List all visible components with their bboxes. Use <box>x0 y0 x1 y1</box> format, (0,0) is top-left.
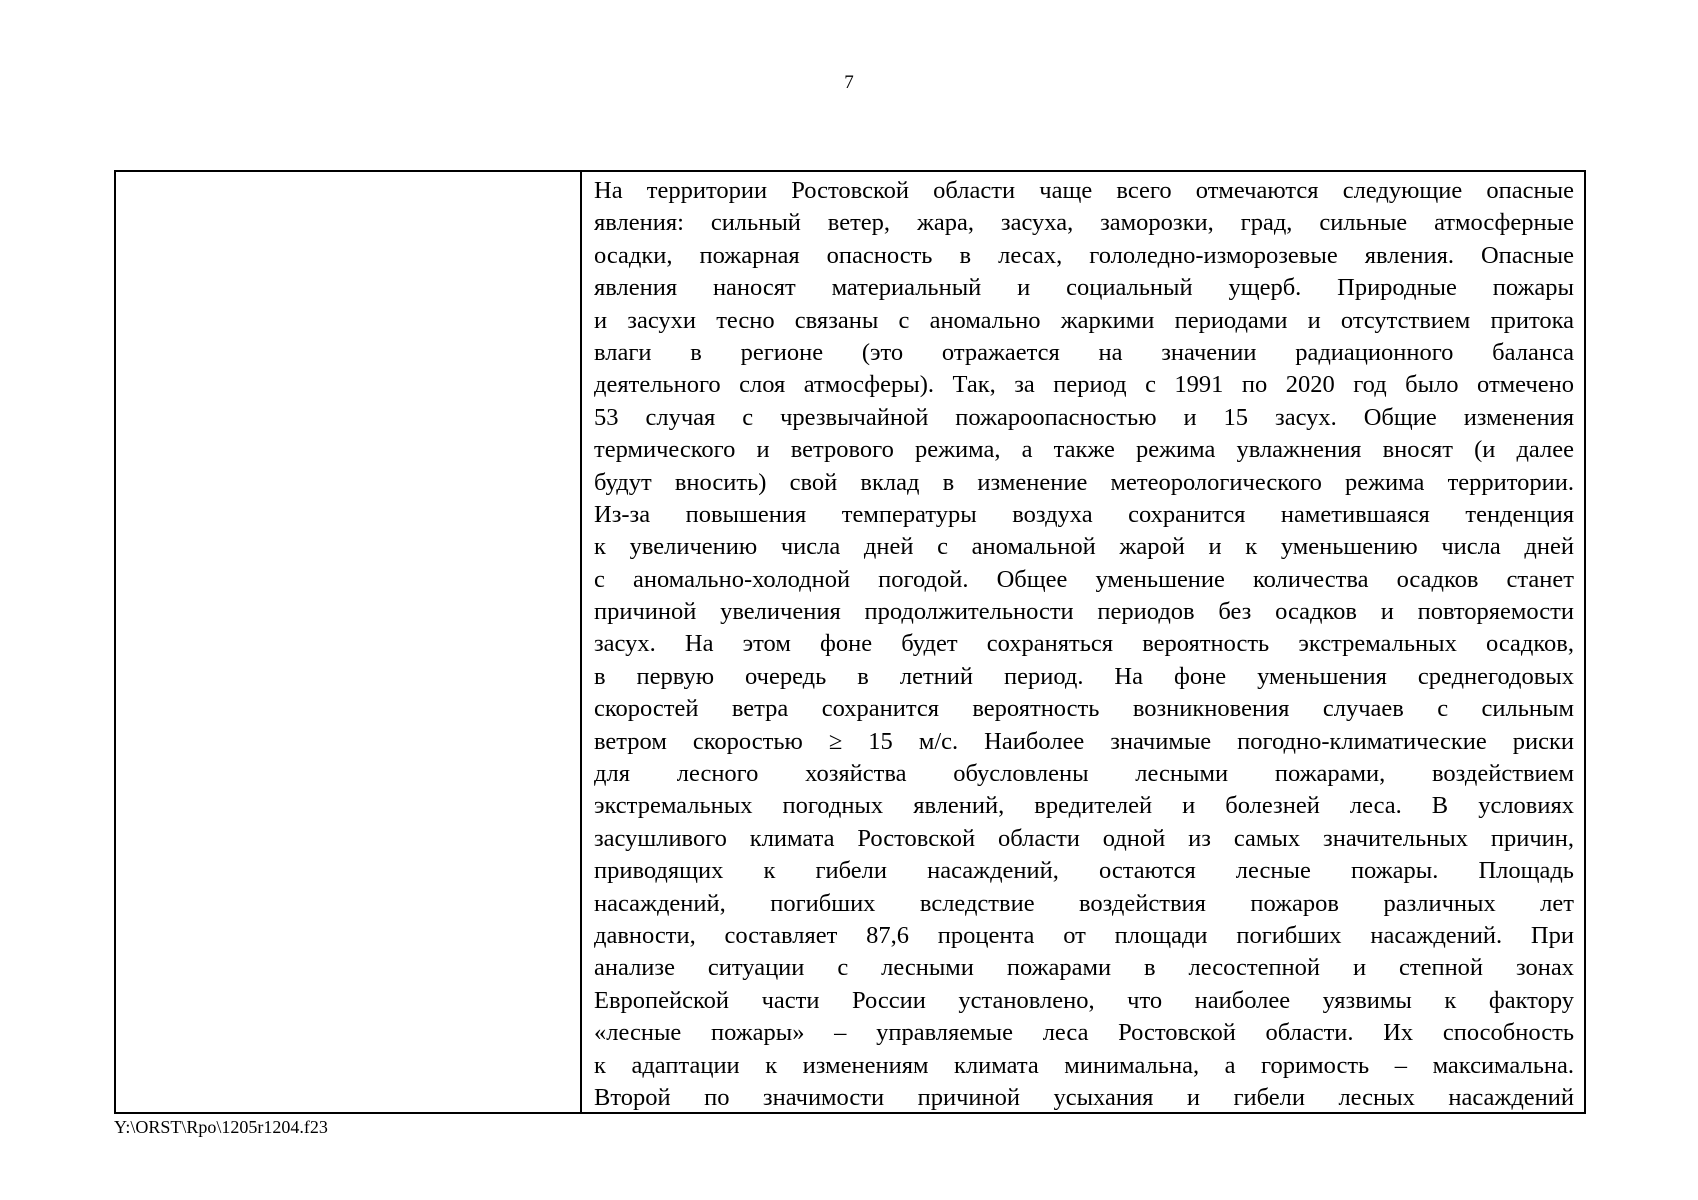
table-left-cell <box>116 172 582 1112</box>
text-line: влаги в регионе (это отражается на значении радиационного баланса <box>594 338 1574 366</box>
text-line: засушливого климата Ростовской области одной из самых значительных причин, <box>594 824 1574 852</box>
text-line: для лесного хозяйства обусловлены лесными пожарами, воздействием <box>594 760 1574 788</box>
text-line: «лесные пожары» – управляемые леса Ростовской области. Их способность <box>594 1019 1574 1047</box>
text-line: осадки, пожарная опасность в лесах, гололедно-изморозевые явления. Опасные <box>594 241 1574 269</box>
text-line: деятельного слоя атмосферы). Так, за период с 1991 по 2020 год было отмечено <box>594 371 1574 399</box>
text-line: и засухи тесно связаны с аномально жаркими периодами и отсутствием притока <box>594 306 1574 334</box>
text-line: 53 случая с чрезвычайной пожароопасностью и 15 засух. Общие изменения <box>594 403 1574 431</box>
text-line: анализе ситуации с лесными пожарами в лесостепной и степной зонах <box>594 954 1574 982</box>
text-line: термического и ветрового режима, а также режима увлажнения вносят (и далее <box>594 436 1574 464</box>
text-line: причиной увеличения продолжительности периодов без осадков и повторяемости <box>594 598 1574 626</box>
text-line: давности, составляет 87,6 процента от площади погибших насаждений. При <box>594 921 1574 949</box>
text-line: На территории Ростовской области чаще всего отмечаются следующие опасные <box>594 177 1574 204</box>
text-line: Из-за повышения температуры воздуха сохранится наметившаяся тенденция <box>594 500 1574 528</box>
text-line: с аномально-холодной погодой. Общее уменьшение количества осадков станет <box>594 565 1574 593</box>
footer-file-path: Y:\ORST\Rpo\1205r1204.f23 <box>114 1117 328 1137</box>
text-line: к адаптации к изменениям климата минимальна, а горимость – максимальна. <box>594 1051 1574 1079</box>
document-table <box>114 170 1586 1114</box>
text-line: Европейской части России установлено, что наиболее уязвимы к фактору <box>594 986 1574 1014</box>
text-line: насаждений, погибших вследствие воздействия пожаров различных лет <box>594 889 1574 917</box>
text-line: скоростей ветра сохранится вероятность возникновения случаев с сильным <box>594 695 1574 723</box>
text-line: приводящих к гибели насаждений, остаются лесные пожары. Площадь <box>594 857 1574 885</box>
text-line: явления: сильный ветер, жара, засуха, заморозки, град, сильные атмосферные <box>594 209 1574 237</box>
text-line: будут вносить) свой вклад в изменение метеорологического режима территории. <box>594 468 1574 496</box>
text-line: экстремальных погодных явлений, вредителей и болезней леса. В условиях <box>594 792 1574 820</box>
text-line: ветром скоростью ≥ 15 м/с. Наиболее значимые погодно-климатические риски <box>594 727 1574 755</box>
text-line: в первую очередь в летний период. На фоне уменьшения среднегодовых <box>594 662 1574 690</box>
table-right-cell <box>582 172 1584 1112</box>
page-number: 7 <box>844 72 854 93</box>
text-line: Второй по значимости причиной усыхания и гибели лесных насаждений <box>594 1083 1574 1111</box>
text-line: явления наносят материальный и социальный ущерб. Природные пожары <box>594 274 1574 302</box>
text-line: к увеличению числа дней с аномальной жарой и к уменьшению числа дней <box>594 533 1574 561</box>
text-line: засух. На этом фоне будет сохраняться вероятность экстремальных осадков, <box>594 630 1574 658</box>
